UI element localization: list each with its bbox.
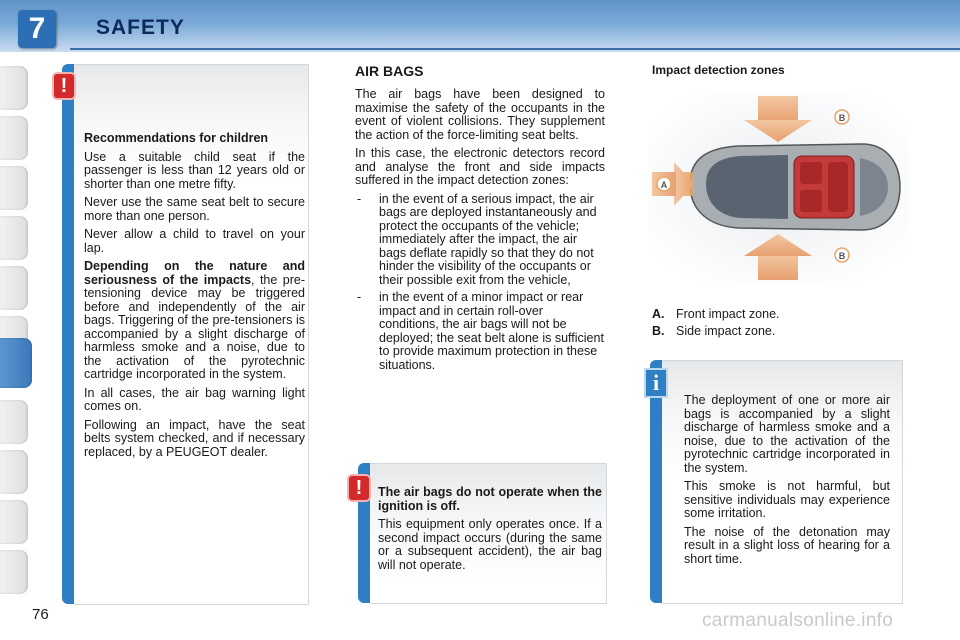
- info-detonation: The noise of the detonation may result in a slight loss of hearing for a short time.: [684, 524, 890, 566]
- airbags-body: [355, 88, 605, 376]
- car-top-view: [690, 144, 900, 230]
- info-panel-accent-bar: [650, 360, 662, 603]
- list-item: - in the event of a serious impact, the air bags are deployed instantaneously and protect the occupants of the vehicle; immediately after the impact, the air bags deflate rapidly so that they do not hinder the visibility of the occupants or their possible exit from the vehicle,: [355, 193, 605, 288]
- info-smoke-noise: The deployment of one or more air bags is accompanied by a slight discharge of harmless smoke and a noise, due to the activation of the pyrotechnic cartridge incorporated in the system.: [684, 393, 890, 475]
- recommendation-child-seat: Use a suitable child seat if the passenger is less than 12 years old or shorter than one metre fifty.: [84, 149, 305, 191]
- section-tab-8[interactable]: [0, 400, 28, 444]
- section-tab-safety-active[interactable]: [0, 338, 32, 388]
- ignition-warning-text: [378, 486, 602, 577]
- warning-icon: !: [349, 476, 369, 500]
- chapter-number-badge: 7: [18, 10, 56, 48]
- info-text: [684, 394, 890, 571]
- airbags-intro: The air bags have been designed to maximise the safety of the occupants in the event of violent collisions. They supplement the action of the force-limiting seat belts.: [355, 87, 605, 142]
- section-tab-5[interactable]: [0, 266, 28, 310]
- section-tab-3[interactable]: [0, 166, 28, 210]
- impact-zones-legend: [652, 306, 780, 340]
- list-item: - in the event of a minor impact or rear impact and in certain roll-over conditions, the air bags will not be deployed; the seat belt alone is sufficient to provide maximum protection in these situations.: [355, 291, 605, 372]
- page-number: 76: [32, 606, 49, 623]
- recommendation-seat-belt: Never use the same seat belt to secure more than one person.: [84, 195, 305, 223]
- airbags-title: AIR BAGS: [355, 63, 424, 79]
- recommendation-lap: Never allow a child to travel on your lap.: [84, 227, 305, 255]
- section-tab-11[interactable]: [0, 550, 28, 594]
- airbags-detectors: In this case, the electronic detectors record and analyse the front and side impacts suffered in the impact detection zones:: [355, 146, 605, 187]
- ignition-warning-body: This equipment only operates once. If a second impact occurs (during the same or a subsequent accident), the air bag will not operate.: [378, 517, 602, 572]
- chapter-title: SAFETY: [96, 16, 185, 39]
- recommendations-heading: Recommendations for children: [84, 131, 269, 145]
- pretensioner-bold-lead: Depending on the nature and seriousness of the impacts: [84, 259, 305, 287]
- watermark: carmanualsonline.info: [702, 610, 894, 631]
- pretensioner-text: , the pre-tensioning device may be triggered before and independently of the air bags. Triggering of the pre-tensioners is accompanied by a slight discharge of harmless smoke and a noise, due to the activation of the pyrotechnic cartridge incorporated in the system.: [84, 272, 305, 381]
- recommendations-text: [84, 132, 305, 464]
- airbags-conditions-list: [355, 193, 605, 373]
- section-tab-10[interactable]: [0, 500, 28, 544]
- section-tab-2[interactable]: [0, 116, 28, 160]
- impact-zones-title: Impact detection zones: [652, 63, 785, 77]
- section-tab-1[interactable]: [0, 66, 28, 110]
- section-tab-4[interactable]: [0, 216, 28, 260]
- zone-b-label-bottom: B: [838, 251, 846, 261]
- header-rule: [70, 48, 960, 50]
- recommendation-warning-light: In all cases, the air bag warning light comes on.: [84, 385, 305, 413]
- panel-accent-bar: [62, 64, 74, 604]
- zone-b-label-top: B: [838, 113, 846, 123]
- legend-item-b: B. Side impact zone.: [652, 324, 776, 338]
- recommendation-dealer-check: Following an impact, have the seat belts system checked, and if necessary replaced, by a PEUGEOT dealer.: [84, 417, 305, 459]
- info-smoke-harmless: This smoke is not harmful, but sensitive individuals may experience some irritation.: [684, 479, 890, 520]
- recommendation-pretensioner: [84, 260, 305, 382]
- section-tab-9[interactable]: [0, 450, 28, 494]
- zone-a-label: A: [660, 180, 668, 190]
- warning-icon: !: [54, 74, 74, 98]
- impact-zones-diagram: [648, 92, 910, 282]
- legend-item-a: A. Front impact zone.: [652, 307, 780, 321]
- ignition-warning-heading: The air bags do not operate when the ignition is off.: [378, 485, 602, 513]
- info-icon: i: [646, 370, 666, 396]
